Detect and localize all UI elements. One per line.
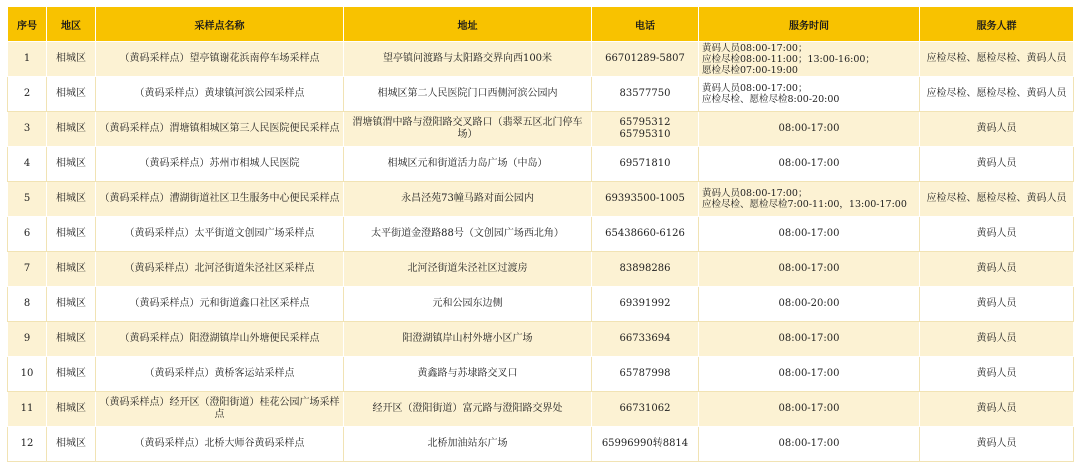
cell-no: 11 xyxy=(8,392,47,427)
table-row xyxy=(8,42,1074,77)
table-row xyxy=(8,287,1074,322)
cell-phone: 65438660-6126 xyxy=(592,217,699,252)
cell-service-crowd: 黄码人员 xyxy=(920,427,1074,462)
cell-phone: 65795312 65795310 xyxy=(592,112,699,147)
cell-service-crowd: 黄码人员 xyxy=(920,392,1074,427)
table-row xyxy=(8,112,1074,147)
cell-district: 相城区 xyxy=(47,392,96,427)
cell-no: 9 xyxy=(8,322,47,357)
cell-address: 经开区（澄阳街道）富元路与澄阳路交界处 xyxy=(344,392,592,427)
cell-address: 黄鑫路与苏埭路交叉口 xyxy=(344,357,592,392)
cell-service-crowd: 黄码人员 xyxy=(920,112,1074,147)
header-row xyxy=(8,7,1074,42)
cell-phone: 83898286 xyxy=(592,252,699,287)
cell-service-crowd: 黄码人员 xyxy=(920,147,1074,182)
cell-service-hours: 08:00-17:00 xyxy=(699,252,920,287)
cell-site-name: （黄码采样点）黄桥客运站采样点 xyxy=(96,357,344,392)
cell-district: 相城区 xyxy=(47,287,96,322)
cell-address: 北桥加油站东广场 xyxy=(344,427,592,462)
cell-site-name: （黄码采样点）北河泾街道朱泾社区采样点 xyxy=(96,252,344,287)
cell-district: 相城区 xyxy=(47,252,96,287)
table-row xyxy=(8,217,1074,252)
cell-phone: 65787998 xyxy=(592,357,699,392)
cell-service-crowd: 黄码人员 xyxy=(920,357,1074,392)
cell-district: 相城区 xyxy=(47,147,96,182)
sampling-sites-table xyxy=(7,6,1074,462)
header-district: 地区 xyxy=(47,7,96,42)
cell-service-hours: 08:00-17:00 xyxy=(699,147,920,182)
cell-phone: 65996990转8814 xyxy=(592,427,699,462)
cell-service-crowd: 应检尽检、愿检尽检、黄码人员 xyxy=(920,42,1074,77)
cell-no: 7 xyxy=(8,252,47,287)
cell-service-hours: 黄码人员08:00-17:00； 应检尽检08:00-11:00；13:00-16:00； 愿检尽检07:00-19:00 xyxy=(699,42,920,77)
cell-site-name: （黄码采样点）苏州市相城人民医院 xyxy=(96,147,344,182)
table-body xyxy=(8,42,1074,462)
table-row xyxy=(8,357,1074,392)
table-row xyxy=(8,147,1074,182)
header-phone: 电话 xyxy=(592,7,699,42)
cell-service-hours: 黄码人员08:00-17:00； 应检尽检、愿检尽检7:00-11:00，13:00-17:00 xyxy=(699,182,920,217)
cell-service-hours: 08:00-17:00 xyxy=(699,112,920,147)
cell-address: 太平街道金澄路88号（文创园广场西北角） xyxy=(344,217,592,252)
cell-district: 相城区 xyxy=(47,42,96,77)
cell-site-name: （黄码采样点）北桥大师谷黄码采样点 xyxy=(96,427,344,462)
cell-service-hours: 08:00-17:00 xyxy=(699,427,920,462)
cell-no: 6 xyxy=(8,217,47,252)
cell-service-crowd: 应检尽检、愿检尽检、黄码人员 xyxy=(920,182,1074,217)
cell-address: 阳澄湖镇岸山村外塘小区广场 xyxy=(344,322,592,357)
cell-district: 相城区 xyxy=(47,357,96,392)
cell-no: 8 xyxy=(8,287,47,322)
cell-no: 2 xyxy=(8,77,47,112)
cell-address: 永昌泾苑73幢马路对面公园内 xyxy=(344,182,592,217)
header-service-hours: 服务时间 xyxy=(699,7,920,42)
cell-address: 相城区元和街道活力岛广场（中岛） xyxy=(344,147,592,182)
cell-site-name: （黄码采样点）经开区（澄阳街道）桂花公园广场采样点 xyxy=(96,392,344,427)
cell-district: 相城区 xyxy=(47,217,96,252)
cell-phone: 66733694 xyxy=(592,322,699,357)
table-row xyxy=(8,252,1074,287)
cell-service-hours: 08:00-20:00 xyxy=(699,287,920,322)
cell-district: 相城区 xyxy=(47,322,96,357)
cell-phone: 69393500-1005 xyxy=(592,182,699,217)
table-header xyxy=(8,7,1074,42)
cell-service-hours: 08:00-17:00 xyxy=(699,392,920,427)
cell-phone: 66731062 xyxy=(592,392,699,427)
cell-district: 相城区 xyxy=(47,182,96,217)
sampling-sites-table-container xyxy=(7,6,1073,462)
cell-address: 渭塘镇渭中路与澄阳路交叉路口（翡翠五区北门停车 场） xyxy=(344,112,592,147)
cell-address: 元和公园东边侧 xyxy=(344,287,592,322)
table-row xyxy=(8,182,1074,217)
cell-service-crowd: 应检尽检、愿检尽检、黄码人员 xyxy=(920,77,1074,112)
cell-phone: 69391992 xyxy=(592,287,699,322)
cell-no: 5 xyxy=(8,182,47,217)
cell-no: 3 xyxy=(8,112,47,147)
cell-no: 10 xyxy=(8,357,47,392)
cell-site-name: （黄码采样点）渭塘镇相城区第三人民医院便民采样点 xyxy=(96,112,344,147)
cell-site-name: （黄码采样点）阳澄湖镇岸山外塘便民采样点 xyxy=(96,322,344,357)
cell-site-name: （黄码采样点）黄埭镇河滨公园采样点 xyxy=(96,77,344,112)
cell-phone: 66701289-5807 xyxy=(592,42,699,77)
cell-site-name: （黄码采样点）太平街道文创园广场采样点 xyxy=(96,217,344,252)
cell-no: 4 xyxy=(8,147,47,182)
cell-district: 相城区 xyxy=(47,77,96,112)
cell-service-crowd: 黄码人员 xyxy=(920,217,1074,252)
cell-no: 1 xyxy=(8,42,47,77)
cell-service-crowd: 黄码人员 xyxy=(920,287,1074,322)
table-row xyxy=(8,427,1074,462)
cell-district: 相城区 xyxy=(47,112,96,147)
cell-phone: 83577750 xyxy=(592,77,699,112)
table-row xyxy=(8,322,1074,357)
cell-service-hours: 08:00-17:00 xyxy=(699,357,920,392)
cell-no: 12 xyxy=(8,427,47,462)
cell-site-name: （黄码采样点）漕湖街道社区卫生服务中心便民采样点 xyxy=(96,182,344,217)
cell-phone: 69571810 xyxy=(592,147,699,182)
cell-service-hours: 08:00-17:00 xyxy=(699,217,920,252)
header-service-crowd: 服务人群 xyxy=(920,7,1074,42)
cell-service-crowd: 黄码人员 xyxy=(920,252,1074,287)
cell-site-name: （黄码采样点）望亭镇谢花浜南停车场采样点 xyxy=(96,42,344,77)
header-site-name: 采样点名称 xyxy=(96,7,344,42)
cell-district: 相城区 xyxy=(47,427,96,462)
cell-address: 望亭镇问渡路与太阳路交界向西100米 xyxy=(344,42,592,77)
cell-service-hours: 08:00-17:00 xyxy=(699,322,920,357)
table-row xyxy=(8,77,1074,112)
cell-address: 北河泾街道朱泾社区过渡房 xyxy=(344,252,592,287)
cell-site-name: （黄码采样点）元和街道鑫口社区采样点 xyxy=(96,287,344,322)
table-row xyxy=(8,392,1074,427)
header-no: 序号 xyxy=(8,7,47,42)
cell-service-hours: 黄码人员08:00-17:00； 应检尽检、愿检尽检8:00-20:00 xyxy=(699,77,920,112)
cell-service-crowd: 黄码人员 xyxy=(920,322,1074,357)
cell-address: 相城区第二人民医院门口西侧河滨公园内 xyxy=(344,77,592,112)
header-address: 地址 xyxy=(344,7,592,42)
